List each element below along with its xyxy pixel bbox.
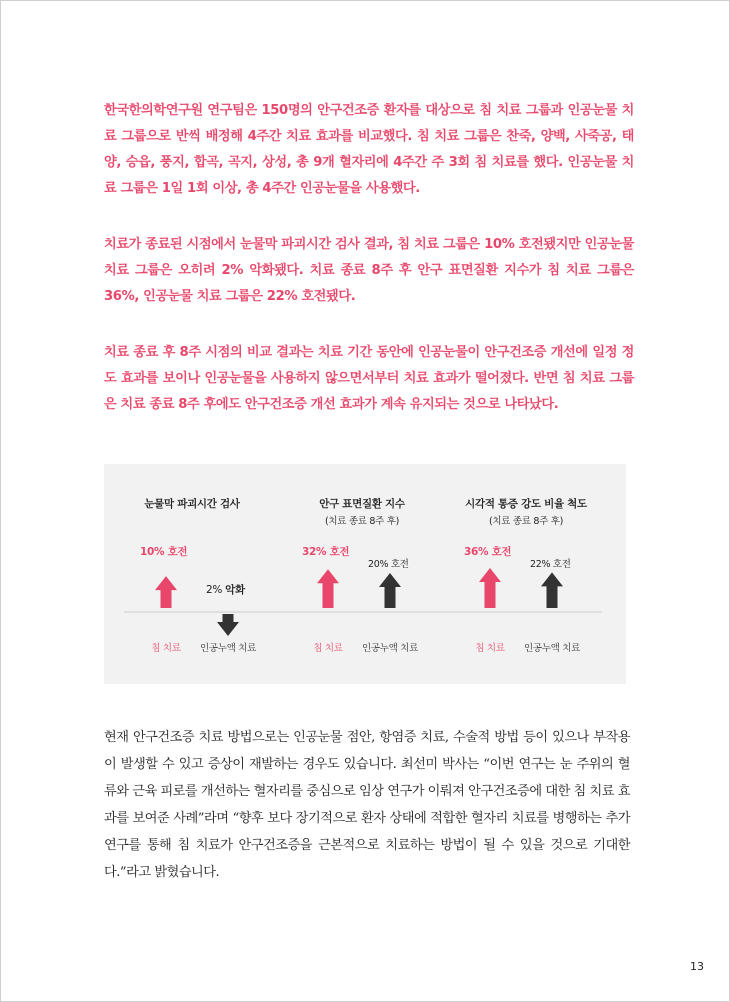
highlight-paragraph-2: 치료가 종료된 시점에서 눈물막 파괴시간 검사 결과, 침 치료 그룹은 10% 호전됐지만 인공눈물 치료 그룹은 오히려 2% 악화됐다. 치료 종료 8주 후 안구 표면질환 지수가 침 치료 그룹은 36%, 인공눈물 치료 그룹은 22% 호전됐다. bbox=[104, 237, 634, 304]
group-1-tears-label: 인공누액 치료 bbox=[200, 643, 256, 654]
group-3-acupuncture-label: 침 치료 bbox=[475, 643, 505, 654]
highlight-paragraph-3: 치료 종료 후 8주 시점의 비교 결과는 치료 기간 동안에 인공눈물이 안구건조증 개선에 일정 정도 효과를 보이나 인공눈물을 사용하지 않으면서부터 치료 효과가 떨어졌다. 반면 침 치료 그룹은 치료 종료 8주 후에도 안구건조증 개선 효과가 계속 유지되는 것으로 나타났다. bbox=[104, 345, 634, 412]
highlight-paragraph-1: 한국한의학연구원 연구팀은 150명의 안구건조증 환자를 대상으로 침 치료 그룹과 인공눈물 치료 그룹으로 반씩 배정해 4주간 치료 효과를 비교했다. 침 치료 그룹은 찬죽, 양백, 사죽공, 태양, 승읍, 풍지, 합곡, 곡지, 상성, 총 9개 혈자리에 4주간 주 3회 침 치료를 했다. 인공눈물 치료 그룹은 1일 1회 이상, 총 4주간 인공눈물을 사용했다. bbox=[104, 103, 634, 196]
group-2-tears-label: 인공누액 치료 bbox=[362, 643, 418, 654]
group-3-subtitle: (치료 종료 8주 후) bbox=[489, 516, 563, 527]
group-2-subtitle: (치료 종료 8주 후) bbox=[325, 516, 399, 527]
tears-arrow-2 bbox=[379, 573, 401, 608]
group-2-title: 안구 표면질환 지수 bbox=[319, 498, 405, 510]
group-3-tears-label: 인공누액 치료 bbox=[524, 643, 580, 654]
group-3-acupuncture-value: 36% 호전 bbox=[464, 546, 512, 558]
group-1-title: 눈물막 파괴시간 검사 bbox=[144, 498, 240, 510]
acupuncture-arrow-3 bbox=[479, 568, 501, 608]
body-paragraph: 현재 안구건조증 치료 방법으로는 인공눈물 점안, 항염증 치료, 수술적 방법 등이 있으나 부작용이 발생할 수 있고 증상이 재발하는 경우도 있습니다. 최선미 박사는 “이번 연구는 눈 주위의 혈류와 근육 피로를 개선하는 혈자리를 중심으로 임상 연구가 이뤄져 안구건조증에 대한 침 치료 효과를 보여준 사례”라며 “향후 보다 장기적으로 환자 상태에 적합한 혈자리 치료를 병행하는 추가 연구를 통해 침 치료가 안구건조증을 근본적으로 치료하는 방법이 될 수 있을 것으로 기대한다.”라고 밝혔습니다. bbox=[104, 730, 630, 880]
group-1-acupuncture-value: 10% 호전 bbox=[140, 546, 188, 558]
comparison-chart bbox=[104, 464, 626, 684]
group-1-tears-value: 2% 악화 bbox=[206, 584, 245, 596]
group-2-acupuncture-label: 침 치료 bbox=[313, 643, 343, 654]
tears-arrow-1 bbox=[217, 614, 239, 636]
group-3-tears-value: 22% 호전 bbox=[530, 559, 571, 570]
tears-arrow-3 bbox=[541, 572, 563, 608]
acupuncture-arrow-2 bbox=[317, 569, 339, 608]
group-2-acupuncture-value: 32% 호전 bbox=[302, 546, 350, 558]
page-number: 13 bbox=[690, 960, 704, 973]
group-1-acupuncture-label: 침 치료 bbox=[151, 643, 181, 654]
group-2-tears-value: 20% 호전 bbox=[368, 559, 409, 570]
group-3-title: 시각적 통증 강도 비율 척도 bbox=[465, 498, 587, 510]
acupuncture-arrow-1 bbox=[155, 576, 177, 608]
